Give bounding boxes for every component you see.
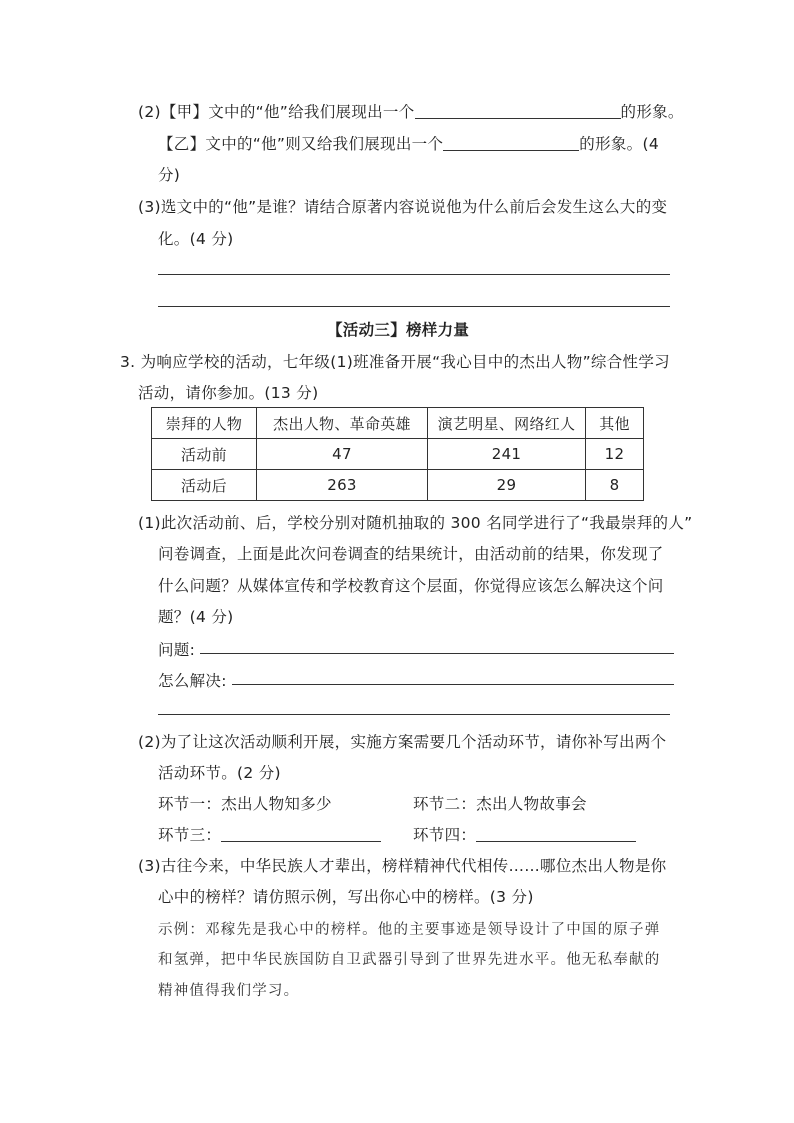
q2-line1 [138,102,684,122]
q2-line2 [158,134,659,154]
table-header-cell: 其他 [586,408,644,439]
answer-blank-step3[interactable] [221,825,381,842]
answer-line-solution-2[interactable] [158,714,670,715]
activity3-intro-line1: 3. 为响应学校的活动，七年级(1)班准备开展“我心目中的杰出人物”综合性学习 [120,353,670,371]
activity3-title: 【活动三】榜样力量 [327,321,470,339]
step4-label: 环节四： [413,826,477,844]
table-cell: 263 [257,470,428,501]
answer-line-q3-2[interactable] [158,306,670,307]
example-line3: 精神值得我们学习。 [158,983,300,999]
activity3-intro-line2: 活动，请你参加。(13 分) [138,384,319,402]
table-cell: 29 [428,470,586,501]
answer-blank-step4[interactable] [476,825,636,842]
table-header-cell: 演艺明星、网络红人 [428,408,586,439]
a3-q2-line1: (2)为了让这次活动顺利开展，实施方案需要几个活动环节，请你补写出两个 [138,733,667,751]
answer-line-q3-1[interactable] [158,274,670,275]
survey-table [151,407,644,501]
table-row-label: 活动后 [152,470,257,501]
a3-q1-line4: 题？(4 分) [158,608,234,626]
table-cell: 8 [586,470,644,501]
a3-q1-line1: (1)此次活动前、后，学校分别对随机抽取的 300 名同学进行了“我最崇拜的人” [138,514,693,532]
table-row-label: 活动前 [152,439,257,470]
q3-line1: (3)选文中的“他”是谁？请结合原著内容说说他为什么前后会发生这么大的变 [138,198,668,216]
q2-line2-suffix: 的形象。(4 [579,135,659,153]
table-header-cell: 杰出人物、革命英雄 [257,408,428,439]
a3-q3-line2: 心中的榜样？请仿照示例，写出你心中的榜样。(3 分) [158,888,534,906]
answer-blank-yi[interactable] [443,134,579,151]
step3-label: 环节三： [158,826,222,844]
q2-line3: 分) [158,166,181,184]
table-header-cell: 崇拜的人物 [152,408,257,439]
table-row [152,470,644,501]
q2-line1-prefix: (2)【甲】文中的“他”给我们展现出一个 [138,103,415,121]
q2-line1-suffix: 的形象。 [620,103,684,121]
step2-text: 环节二：杰出人物故事会 [413,795,587,813]
a3-q2-line2: 活动环节。(2 分) [158,764,281,782]
table-cell: 12 [586,439,644,470]
table-cell: 241 [428,439,586,470]
example-line1: 示例：邓稼先是我心中的榜样。他的主要事迹是领导设计了中国的原子弹 [158,922,661,938]
problem-label: 问题: [158,641,196,659]
table-row [152,439,644,470]
answer-line-solution[interactable] [232,684,674,685]
q2-line2-prefix: 【乙】文中的“他”则又给我们展现出一个 [158,135,444,153]
answer-line-problem[interactable] [200,653,674,654]
answer-blank-jia[interactable] [415,102,621,119]
solution-label: 怎么解决: [158,672,227,690]
table-header-row [152,408,644,439]
table-cell: 47 [257,439,428,470]
step3 [158,825,381,845]
a3-q1-line3: 什么问题？从媒体宣传和学校教育这个层面，你觉得应该怎么解决这个问 [158,577,664,595]
a3-q3-line1: (3)古往今来，中华民族人才辈出，榜样精神代代相传……哪位杰出人物是你 [138,857,667,875]
step4 [413,825,636,845]
q3-line2: 化。(4 分) [158,230,234,248]
example-line2: 和氢弹，把中华民族国防自卫武器引导到了世界先进水平。他无私奉献的 [158,952,661,968]
step1-text: 环节一：杰出人物知多少 [158,795,332,813]
a3-q1-line2: 问卷调查，上面是此次问卷调查的结果统计，由活动前的结果，你发现了 [158,545,664,563]
